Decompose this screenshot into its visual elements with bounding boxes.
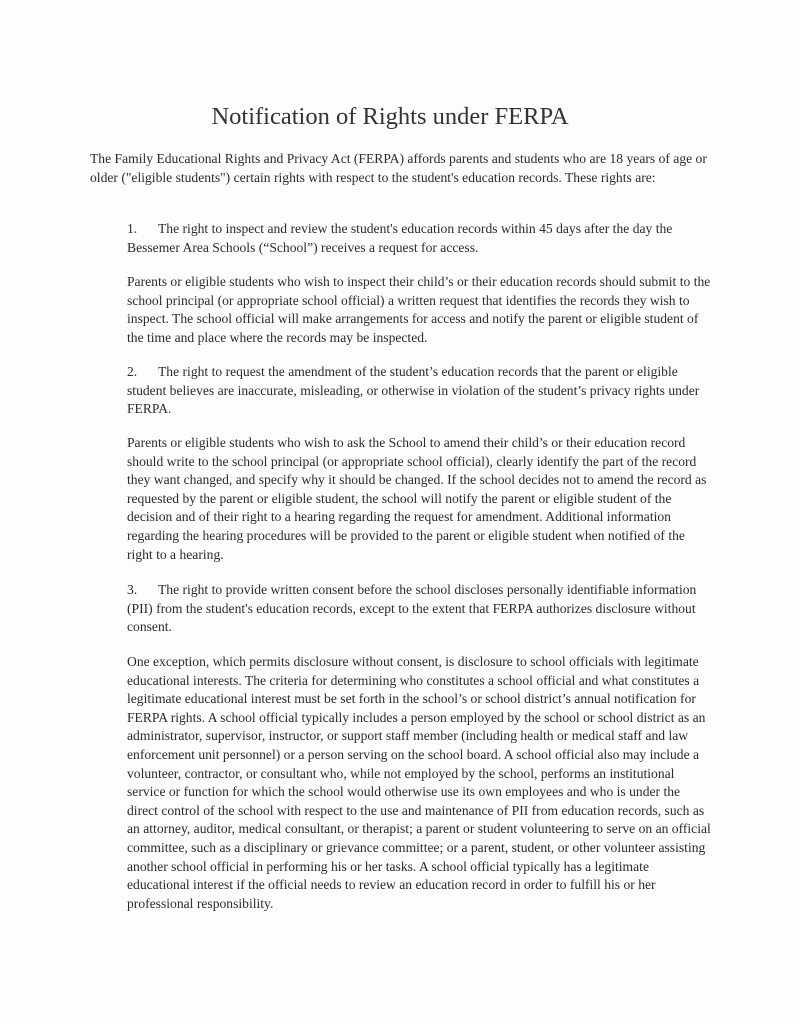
right-1-text: The right to inspect and review the student's education records within 45 days after the day the Bessemer Area Schools (“School”) receives a request for access.: [127, 221, 673, 255]
right-3-detail-paragraph: One exception, which permits disclosure without consent, is disclosure to school officials with legitimate educational interests. The criteria for determining who constitutes a school official and what constitutes a legitimate educational interest must be set forth in the school’s or school district’s annual notification for FERPA rights. A school official typically includes a person employed by the school or school district as an administrator, supervisor, instructor, or support staff member (including health or medical staff and law enforcement unit personnel) or a person serving on the school board. A school official also may include a volunteer, contractor, or consultant who, while not employed by the school, performs an institutional service or function for which the school would otherwise use its own employees and who is under the direct control of the school with respect to the use and maintenance of PII from education records, such as an attorney, auditor, medical consultant, or therapist; a parent or student volunteering to serve on an official committee, such as a disciplinary or grievance committee; or a parent, student, or other volunteer assisting another school official in performing his or her tasks. A school official typically has a legitimate educational interest if the official needs to review an education record in order to fulfill his or her professional responsibility.: [127, 654, 711, 911]
right-2-detail-paragraph: Parents or eligible students who wish to ask the School to amend their child’s or their education record should write to the school principal (or appropriate school official), clearly identify the part of the record they want changed, and specify why it should be changed. If the school decides not to amend the record as requested by the parent or eligible student, the school will notify the parent or eligible student of the decision and of their right to a hearing regarding the request for amendment. Additional information regarding the hearing procedures will be provided to the parent or eligible student when notified of the right to a hearing.: [127, 435, 707, 562]
right-1-detail-paragraph: Parents or eligible students who wish to inspect their child’s or their education records should submit to the school principal (or appropriate school official) a written request that identifies the records they wish to inspect. The school official will make arrangements for access and notify the parent or eligible student of the time and place where the records may be inspected.: [127, 274, 711, 345]
page-title: Notification of Rights under FERPA: [211, 103, 569, 130]
right-3-text: The right to provide written consent before the school discloses personally identifiable information (PII) from the student's education records, except to the extent that FERPA authorizes disclosure without consent.: [127, 582, 697, 635]
right-1-paragraph: [127, 220, 712, 257]
right-2-number: 2.: [127, 364, 138, 379]
right-2-paragraph: [127, 363, 712, 419]
right-3-paragraph: [127, 581, 712, 637]
right-3-number: 3.: [127, 582, 138, 597]
intro-paragraph: The Family Educational Rights and Privacy Act (FERPA) affords parents and students who are 18 years of age or older ("eligible students") certain rights with respect to the student's education records. These rights are:: [90, 151, 707, 185]
right-1-number: 1.: [127, 221, 138, 236]
right-2-text: The right to request the amendment of the student’s education records that the parent or eligible student believes are inaccurate, misleading, or otherwise in violation of the student’s privacy rights under FERPA.: [127, 364, 700, 417]
